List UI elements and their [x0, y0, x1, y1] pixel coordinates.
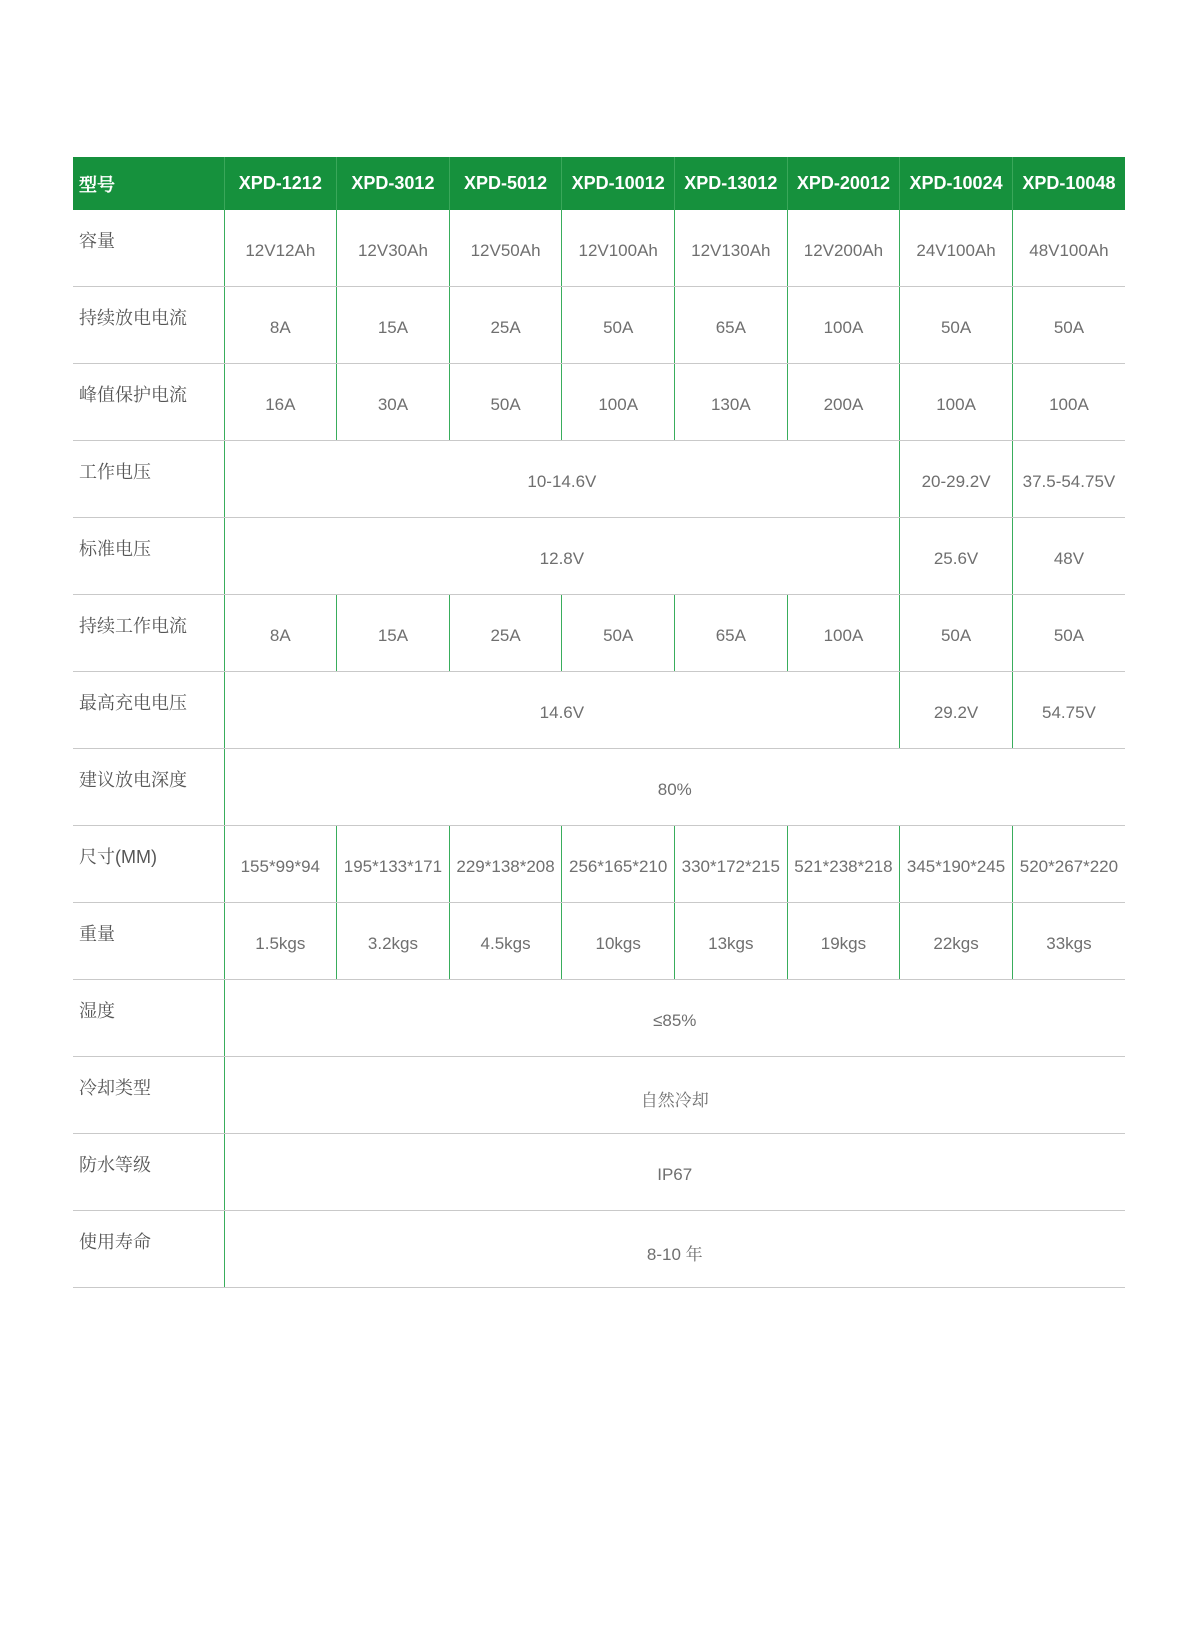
table-cell: 37.5-54.75V	[1012, 441, 1125, 518]
table-cell: 33kgs	[1012, 903, 1125, 980]
table-cell: 48V	[1012, 518, 1125, 595]
table-cell: 256*165*210	[562, 826, 675, 903]
row-label: 标准电压	[73, 518, 224, 595]
table-cell: 12V12Ah	[224, 210, 337, 287]
header-model: XPD-5012	[449, 157, 562, 210]
header-row	[73, 157, 1125, 210]
row-label: 尺寸(MM)	[73, 826, 224, 903]
table-row	[73, 287, 1125, 364]
table-row	[73, 1057, 1125, 1134]
table-cell: 1.5kgs	[224, 903, 337, 980]
table-cell: 16A	[224, 364, 337, 441]
table-cell: 10-14.6V	[224, 441, 900, 518]
table-cell: 50A	[562, 595, 675, 672]
table-row	[73, 441, 1125, 518]
header-model: XPD-10012	[562, 157, 675, 210]
table-cell: 15A	[337, 595, 450, 672]
table-cell: 100A	[900, 364, 1013, 441]
table-cell: 50A	[900, 287, 1013, 364]
row-label: 最高充电电压	[73, 672, 224, 749]
table-cell: 520*267*220	[1012, 826, 1125, 903]
table-cell: 330*172*215	[675, 826, 788, 903]
table-row	[73, 980, 1125, 1057]
row-label: 持续工作电流	[73, 595, 224, 672]
table-cell: 8A	[224, 595, 337, 672]
table-cell: 100A	[1012, 364, 1125, 441]
table-cell: IP67	[224, 1134, 1125, 1211]
row-label: 湿度	[73, 980, 224, 1057]
table-cell: ≤85%	[224, 980, 1125, 1057]
row-label: 建议放电深度	[73, 749, 224, 826]
table-cell: 100A	[562, 364, 675, 441]
table-cell: 12V200Ah	[787, 210, 900, 287]
header-model: XPD-13012	[675, 157, 788, 210]
header-model: XPD-10024	[900, 157, 1013, 210]
table-cell: 195*133*171	[337, 826, 450, 903]
table-row	[73, 1134, 1125, 1211]
table-row	[73, 903, 1125, 980]
table-cell: 4.5kgs	[449, 903, 562, 980]
table-cell: 8A	[224, 287, 337, 364]
table-cell: 130A	[675, 364, 788, 441]
table-row	[73, 672, 1125, 749]
spec-table-body	[73, 210, 1125, 1288]
table-cell: 50A	[1012, 287, 1125, 364]
table-cell: 50A	[900, 595, 1013, 672]
row-label: 容量	[73, 210, 224, 287]
table-cell: 100A	[787, 287, 900, 364]
table-cell: 54.75V	[1012, 672, 1125, 749]
table-cell: 12V30Ah	[337, 210, 450, 287]
table-cell: 25A	[449, 287, 562, 364]
header-model: XPD-20012	[787, 157, 900, 210]
table-cell: 12.8V	[224, 518, 900, 595]
table-cell: 65A	[675, 287, 788, 364]
row-label: 冷却类型	[73, 1057, 224, 1134]
table-cell: 80%	[224, 749, 1125, 826]
table-cell: 48V100Ah	[1012, 210, 1125, 287]
table-cell: 8-10 年	[224, 1211, 1125, 1288]
spec-table-header	[73, 157, 1125, 210]
table-cell: 521*238*218	[787, 826, 900, 903]
table-row	[73, 749, 1125, 826]
table-cell: 自然冷却	[224, 1057, 1125, 1134]
table-cell: 22kgs	[900, 903, 1013, 980]
table-cell: 19kgs	[787, 903, 900, 980]
table-cell: 24V100Ah	[900, 210, 1013, 287]
table-cell: 15A	[337, 287, 450, 364]
row-label: 持续放电电流	[73, 287, 224, 364]
row-label: 重量	[73, 903, 224, 980]
header-model: XPD-1212	[224, 157, 337, 210]
table-cell: 12V50Ah	[449, 210, 562, 287]
table-cell: 25.6V	[900, 518, 1013, 595]
table-cell: 50A	[1012, 595, 1125, 672]
table-cell: 13kgs	[675, 903, 788, 980]
table-row	[73, 1211, 1125, 1288]
header-model: XPD-3012	[337, 157, 450, 210]
table-cell: 100A	[787, 595, 900, 672]
row-label: 使用寿命	[73, 1211, 224, 1288]
spec-table	[73, 157, 1125, 1288]
row-label: 防水等级	[73, 1134, 224, 1211]
row-label: 峰值保护电流	[73, 364, 224, 441]
table-cell: 345*190*245	[900, 826, 1013, 903]
row-label: 工作电压	[73, 441, 224, 518]
table-row	[73, 364, 1125, 441]
table-cell: 30A	[337, 364, 450, 441]
table-row	[73, 518, 1125, 595]
table-cell: 200A	[787, 364, 900, 441]
table-cell: 12V130Ah	[675, 210, 788, 287]
table-row	[73, 595, 1125, 672]
table-row	[73, 210, 1125, 287]
table-cell: 12V100Ah	[562, 210, 675, 287]
table-cell: 10kgs	[562, 903, 675, 980]
table-row	[73, 826, 1125, 903]
table-cell: 65A	[675, 595, 788, 672]
table-cell: 20-29.2V	[900, 441, 1013, 518]
table-cell: 50A	[449, 364, 562, 441]
table-cell: 155*99*94	[224, 826, 337, 903]
table-cell: 50A	[562, 287, 675, 364]
table-cell: 3.2kgs	[337, 903, 450, 980]
header-model: XPD-10048	[1012, 157, 1125, 210]
table-cell: 29.2V	[900, 672, 1013, 749]
table-cell: 229*138*208	[449, 826, 562, 903]
header-label: 型号	[73, 157, 224, 210]
table-cell: 25A	[449, 595, 562, 672]
table-cell: 14.6V	[224, 672, 900, 749]
